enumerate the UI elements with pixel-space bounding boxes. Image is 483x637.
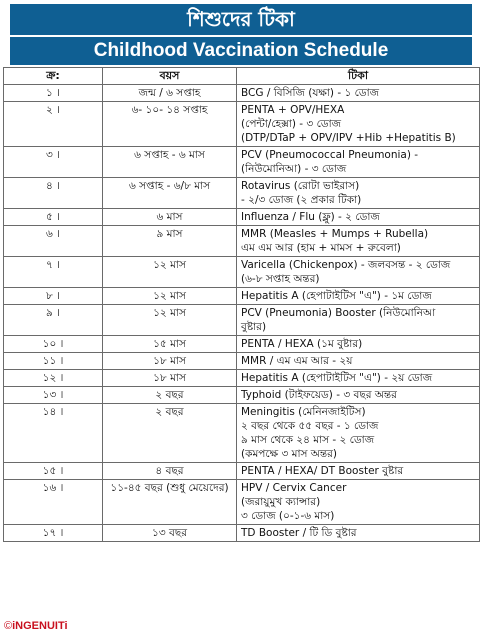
vaccine-cell [237, 387, 480, 404]
vaccine-cell [237, 404, 480, 463]
table-row [4, 288, 480, 305]
vaccine-line: Rotavirus (রোটা ভাইরাস) [241, 180, 360, 192]
serial-cell: ১৬ । [4, 480, 103, 525]
vaccine-line: MMR / এম এম আর - ২য় [241, 355, 353, 367]
age-cell: ৪ বছর [103, 463, 237, 480]
vaccine-line: (জরায়ুমুখ ক্যান্সার) [241, 496, 321, 508]
serial-cell: ২ । [4, 102, 103, 147]
age-cell: ৬- ১০- ১৪ সপ্তাহ [103, 102, 237, 147]
age-cell: ৬ মাস [103, 209, 237, 226]
vaccine-line: ৩ ডোজ (০-১-৬ মাস) [241, 510, 335, 522]
vaccine-cell [237, 370, 480, 387]
serial-cell: ৪ । [4, 178, 103, 209]
serial-cell: ১ । [4, 85, 103, 102]
vaccine-cell [237, 85, 480, 102]
vaccine-line: MMR (Measles + Mumps + Rubella) [241, 228, 429, 240]
table-row [4, 102, 480, 147]
table-row [4, 463, 480, 480]
table-row [4, 525, 480, 542]
vaccine-cell [237, 178, 480, 209]
vaccine-line: Meningitis (মেনিনজাইটিস) [241, 406, 366, 418]
table-row [4, 147, 480, 178]
vaccine-cell [237, 257, 480, 288]
vaccine-cell [237, 288, 480, 305]
vaccine-cell [237, 353, 480, 370]
serial-cell: ৫ । [4, 209, 103, 226]
vaccine-cell [237, 305, 480, 336]
vaccine-cell [237, 147, 480, 178]
vaccine-line: (কমপক্ষে ৩ মাস অন্তর) [241, 448, 337, 460]
table-row [4, 353, 480, 370]
table-row [4, 387, 480, 404]
vaccine-line: PENTA + OPV/HEXA [241, 104, 345, 116]
vaccine-line: (DTP/DTaP + OPV/IPV +Hib +Hepatitis B) [241, 132, 456, 144]
table-row [4, 336, 480, 353]
serial-cell: ৮ । [4, 288, 103, 305]
vaccine-cell [237, 102, 480, 147]
vaccine-line: Hepatitis A (হেপাটাইটিস "এ") - ১ম ডোজ [241, 290, 432, 302]
age-cell: ৯ মাস [103, 226, 237, 257]
vaccine-line: PENTA / HEXA/ DT Booster বুষ্টার [241, 465, 404, 477]
age-cell: ১৮ মাস [103, 353, 237, 370]
vaccine-line: (৬-৮ সপ্তাহ অন্তর) [241, 273, 320, 285]
vaccine-line: ৯ মাস থেকে ২৪ মাস - ২ ডোজ [241, 434, 375, 446]
table-row [4, 404, 480, 463]
vaccine-cell [237, 463, 480, 480]
age-cell: জন্ম / ৬ সপ্তাহ [103, 85, 237, 102]
serial-cell: ১৪ । [4, 404, 103, 463]
serial-cell: ৩ । [4, 147, 103, 178]
vaccine-line: PCV (Pneumonia) Booster (নিউমোনিআ [241, 307, 436, 319]
table-row [4, 178, 480, 209]
vaccine-line: HPV / Cervix Cancer [241, 482, 347, 494]
age-cell: ২ বছর [103, 387, 237, 404]
table-row [4, 370, 480, 387]
age-cell: ১২ মাস [103, 305, 237, 336]
age-cell: ১২ মাস [103, 288, 237, 305]
vaccine-line: বুষ্টার) [241, 321, 267, 333]
column-header-age: বয়স [103, 68, 237, 85]
table-row [4, 480, 480, 525]
brand-name: iNGENUITi [12, 620, 68, 632]
vaccine-cell [237, 336, 480, 353]
vaccine-cell [237, 209, 480, 226]
serial-cell: ১১ । [4, 353, 103, 370]
vaccine-line: - ২/৩ ডোজ (২ প্রকার টিকা) [241, 194, 362, 206]
vaccine-line: ২ বছর থেকে ৫৫ বছর - ১ ডোজ [241, 420, 379, 432]
vaccination-table [3, 67, 480, 542]
table-row [4, 305, 480, 336]
vaccine-cell [237, 480, 480, 525]
vaccine-line: (পেন্টা/হেক্সা) - ৩ ডোজ [241, 118, 342, 130]
table-body [4, 85, 480, 542]
age-cell: ১২ মাস [103, 257, 237, 288]
column-header-serial: ক্র: [4, 68, 103, 85]
vaccine-line: Influenza / Flu (ফ্লু) - ২ ডোজ [241, 211, 380, 223]
age-cell: ১১-৪৫ বছর (শুধু মেয়েদের) [103, 480, 237, 525]
serial-cell: ১২ । [4, 370, 103, 387]
table-row [4, 85, 480, 102]
title-bengali: শিশুদের টিকা [10, 4, 472, 35]
age-cell: ১৫ মাস [103, 336, 237, 353]
serial-cell: ১৩ । [4, 387, 103, 404]
vaccine-cell [237, 525, 480, 542]
age-cell: ৬ সপ্তাহ - ৬/৮ মাস [103, 178, 237, 209]
age-cell: ৬ সপ্তাহ - ৬ মাস [103, 147, 237, 178]
vaccine-line: PCV (Pneumococcal Pneumonia) - [241, 149, 419, 161]
copyright-notice [4, 620, 68, 632]
serial-cell: ৬ । [4, 226, 103, 257]
serial-cell: ৭ । [4, 257, 103, 288]
vaccine-line: Varicella (Chickenpox) - জলবসন্ত - ২ ডোজ [241, 259, 451, 271]
age-cell: ১৩ বছর [103, 525, 237, 542]
vaccine-line: TD Booster / টি ডি বুষ্টার [241, 527, 357, 539]
copyright-mark: © [4, 620, 13, 632]
age-cell: ১৮ মাস [103, 370, 237, 387]
table-row [4, 257, 480, 288]
vaccine-line: (নিউমোনিআ) - ৩ ডোজ [241, 163, 347, 175]
vaccine-line: Typhoid (টাইফয়েড) - ৩ বছর অন্তর [241, 389, 397, 401]
age-cell: ২ বছর [103, 404, 237, 463]
table-row [4, 209, 480, 226]
vaccine-cell [237, 226, 480, 257]
serial-cell: ৯ । [4, 305, 103, 336]
serial-cell: ১০ । [4, 336, 103, 353]
vaccine-line: PENTA / HEXA (১ম বুষ্টার) [241, 338, 363, 350]
title-english: Childhood Vaccination Schedule [10, 37, 472, 65]
serial-cell: ১৫ । [4, 463, 103, 480]
table-row [4, 226, 480, 257]
vaccine-line: এম এম আর (হাম + মামস + রুবেলা) [241, 242, 401, 254]
vaccine-line: BCG / বিসিজি (যক্ষা) - ১ ডোজ [241, 87, 380, 99]
serial-cell: ১৭ । [4, 525, 103, 542]
vaccine-line: Hepatitis A (হেপাটাইটিস "এ") - ২য় ডোজ [241, 372, 433, 384]
column-header-vaccine: টিকা [237, 68, 480, 85]
table-header-row [4, 68, 480, 85]
